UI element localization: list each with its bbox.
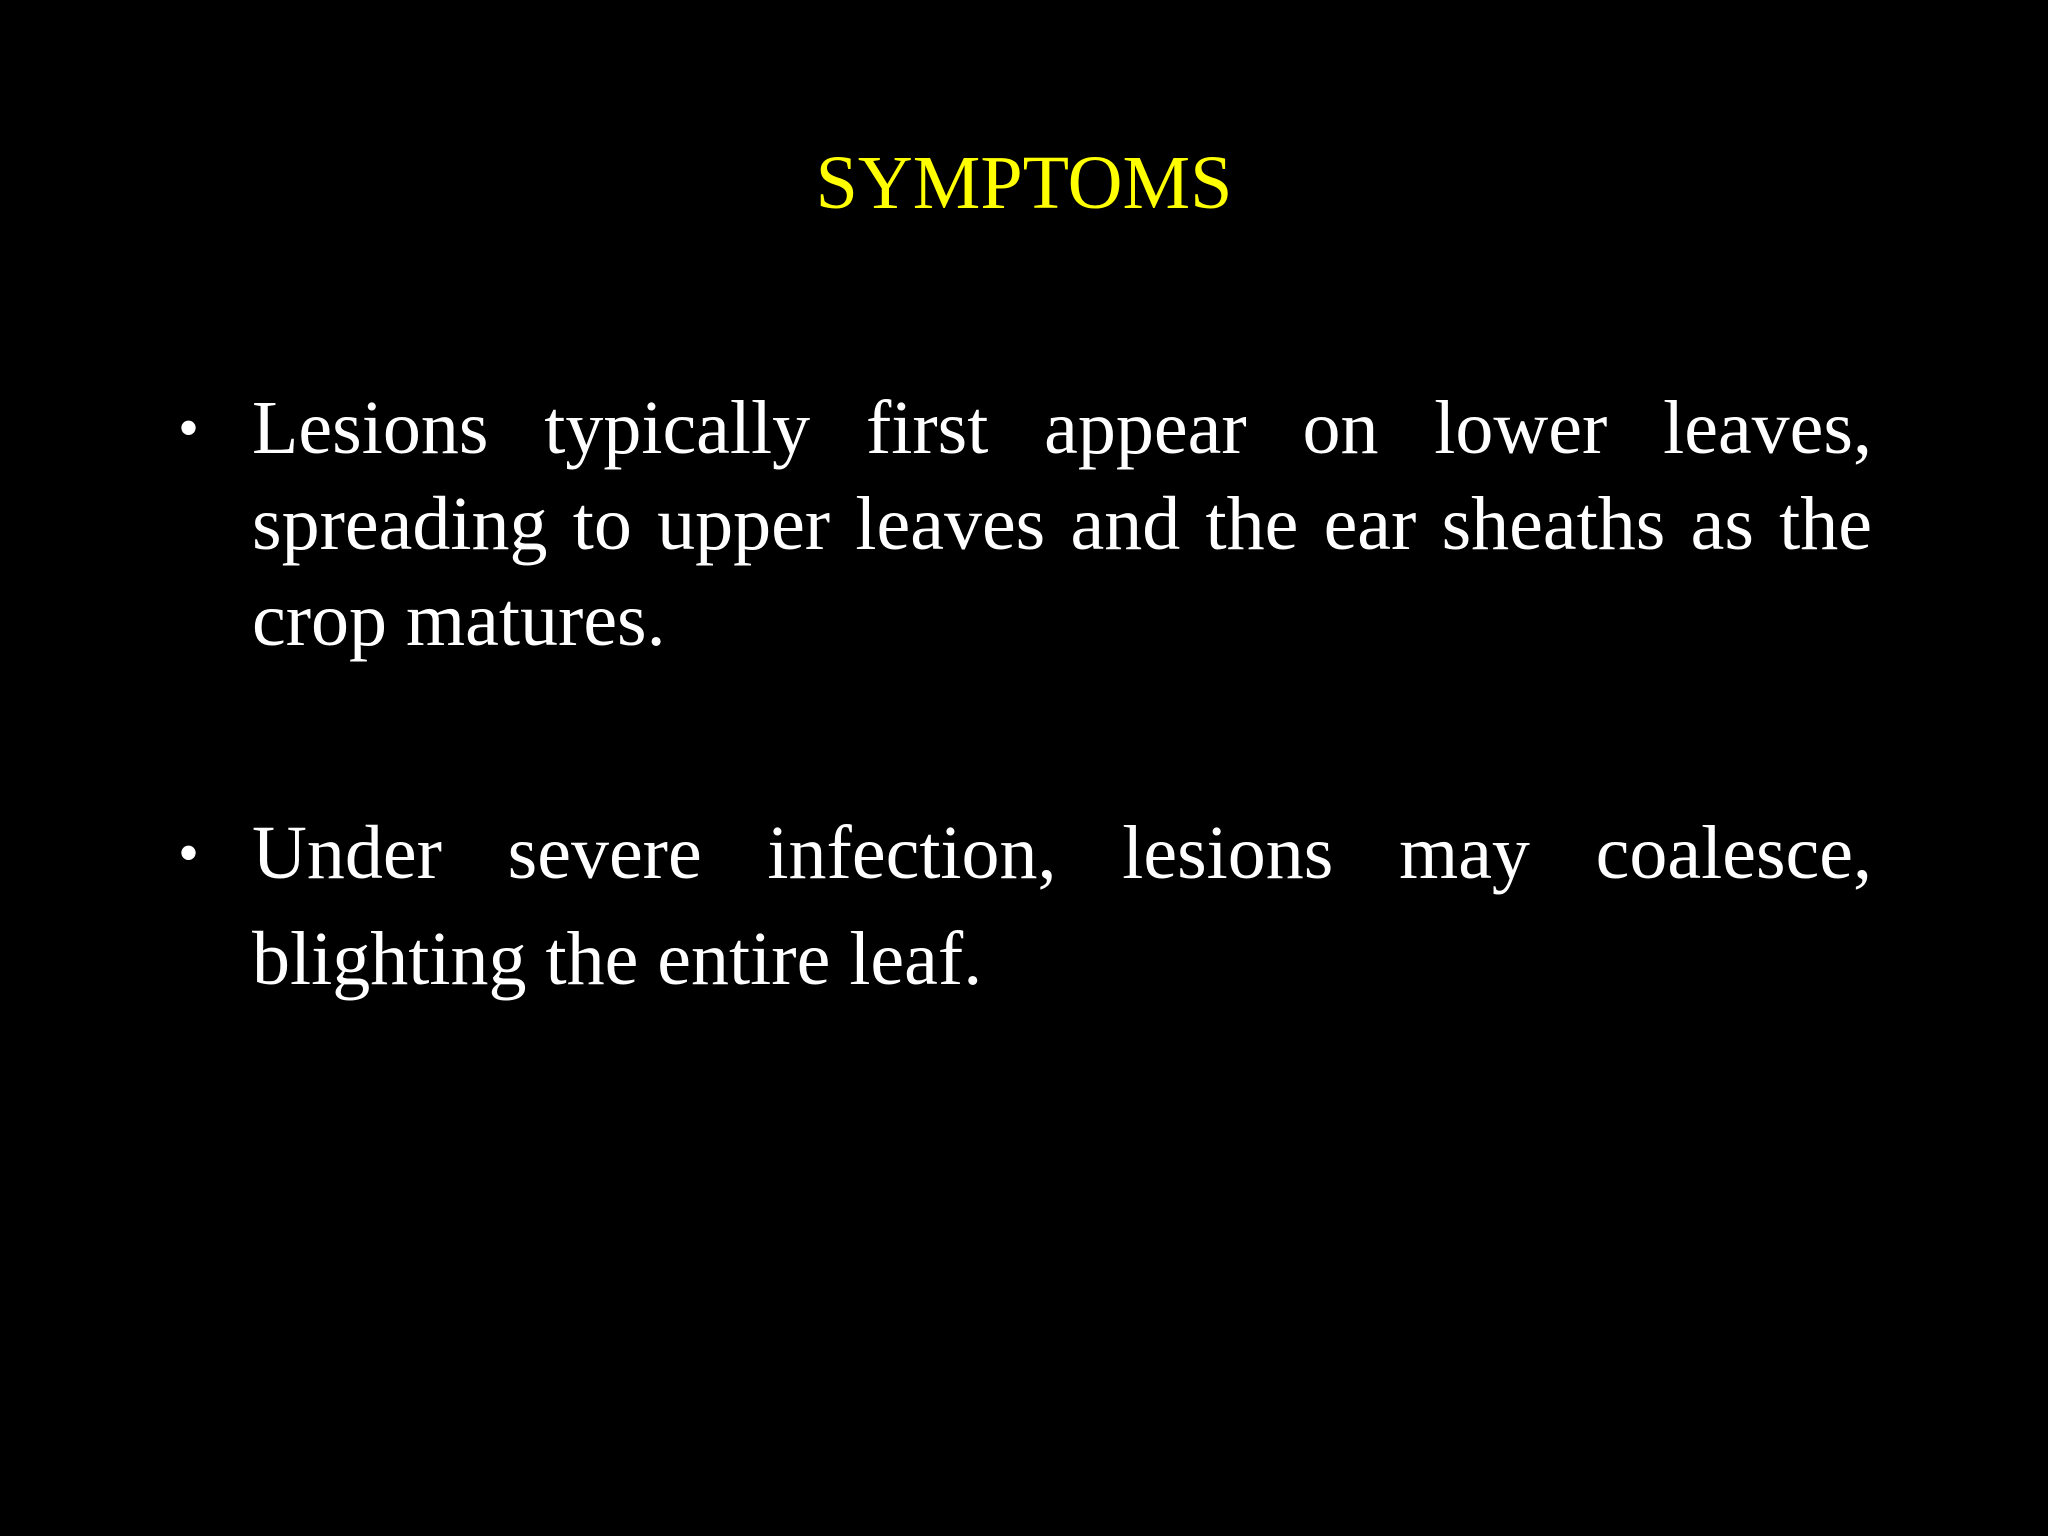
- bullet-icon: •: [178, 820, 200, 886]
- bullet-icon: •: [178, 395, 200, 461]
- slide-title: SYMPTOMS: [815, 141, 1233, 225]
- bullet-text: Under severe infection, lesions may coalesce, blighting the entire leaf.: [252, 811, 1872, 1001]
- bullet-item: [172, 800, 1872, 1012]
- bullet-list: [172, 380, 1872, 1012]
- bullet-text: Lesions typically first appear on lower leaves, spreading to upper leaves and the ear sheaths as the crop matures.: [252, 386, 1872, 662]
- bullet-item: [172, 380, 1872, 668]
